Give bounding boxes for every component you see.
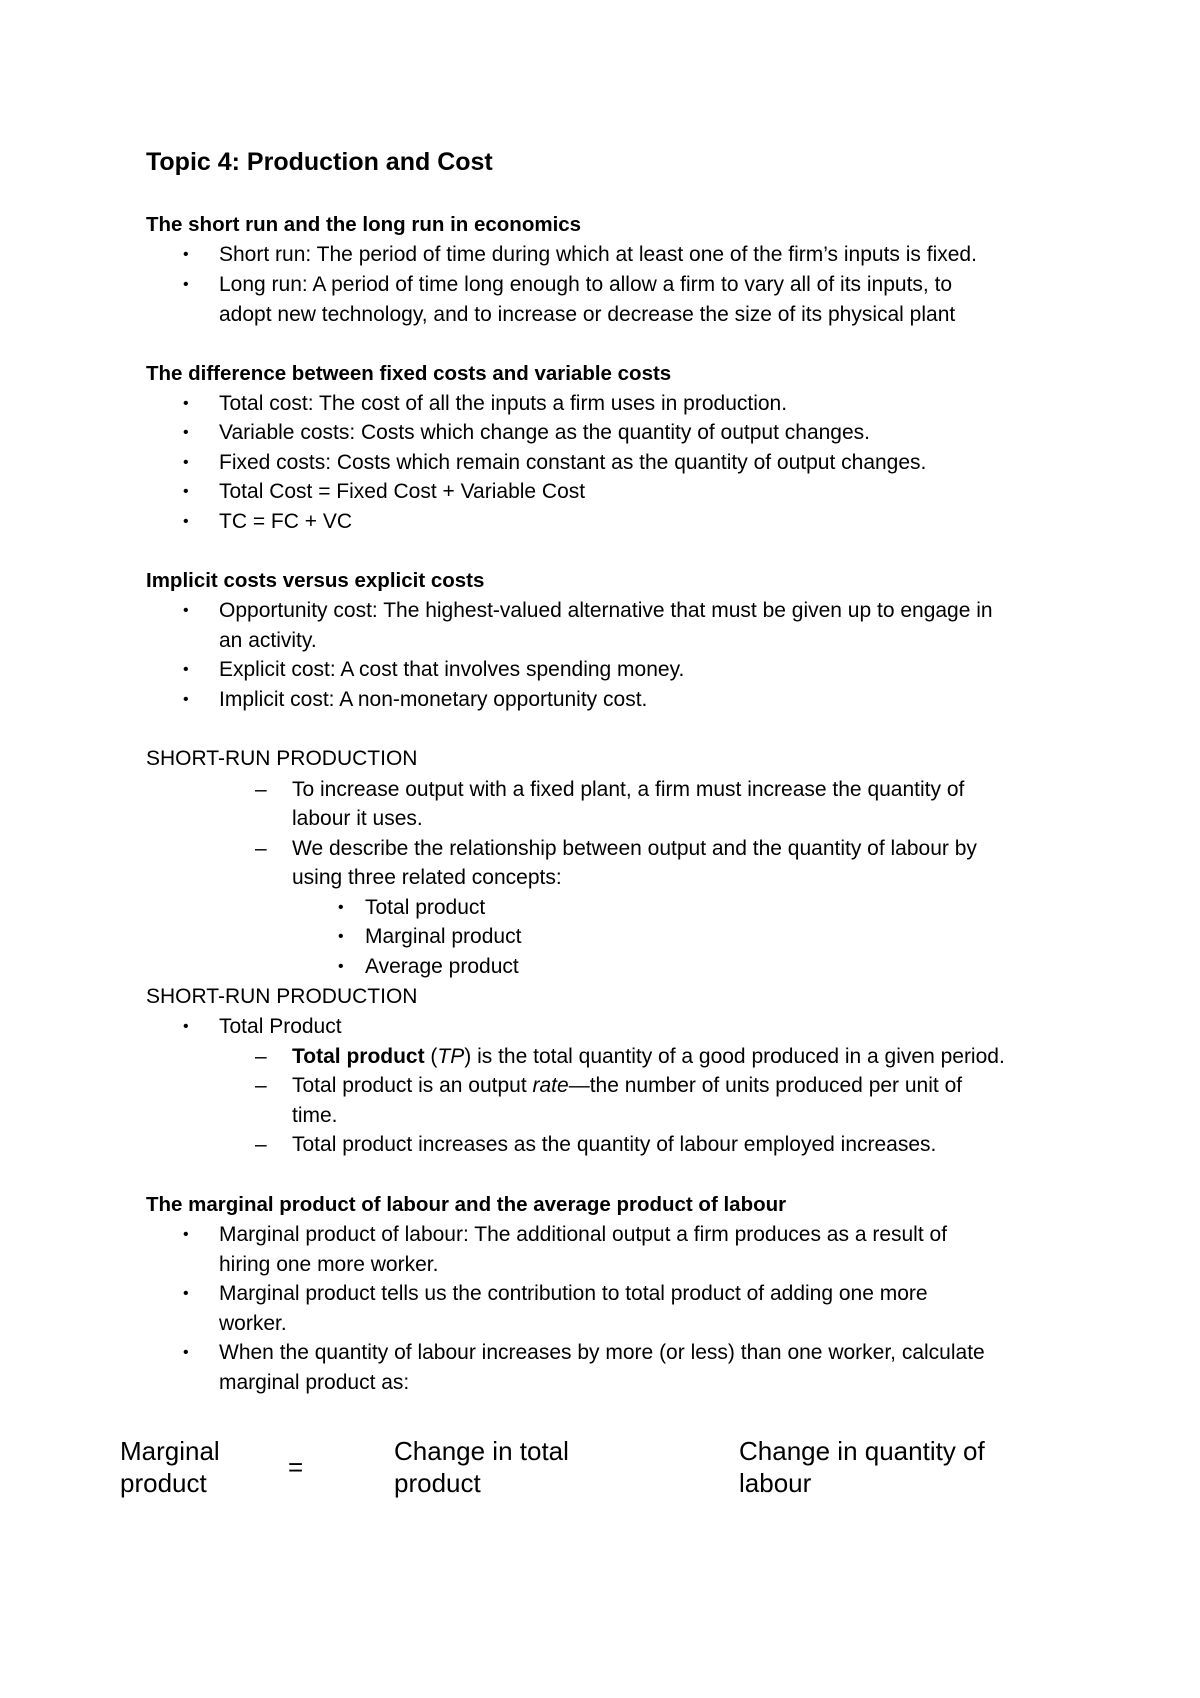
bullet-text: Marginal product of labour: The additional output a firm produces as a result of [219, 1223, 948, 1246]
section-heading-fixed-variable-costs: The difference between fixed costs and variable costs [146, 362, 672, 385]
dash-text: We describe the relationship between output and the quantity of labour by [292, 837, 977, 860]
sub-bullet-text: Marginal product [365, 925, 522, 948]
bullet-icon: • [338, 958, 344, 975]
bullet-text: Marginal product tells us the contribution to total product of adding one more [219, 1282, 928, 1305]
bullet-icon: • [183, 424, 189, 441]
bullet-icon: • [183, 246, 189, 263]
formula-numerator [394, 1435, 569, 1499]
bullet-text: Total cost: The cost of all the inputs a firm uses in production. [219, 392, 788, 415]
dash-text: To increase output with a fixed plant, a firm must increase the quantity of [292, 778, 965, 801]
bullet-icon: • [183, 395, 189, 412]
bullet-text: Long run: A period of time long enough to allow a firm to vary all of its inputs, to [219, 273, 953, 296]
formula-lhs [120, 1435, 220, 1499]
bullet-text: Explicit cost: A cost that involves spending money. [219, 658, 685, 681]
bullet-text: Short run: The period of time during which at least one of the firm’s inputs is fixed. [219, 243, 977, 266]
bullet-icon: • [183, 1018, 189, 1035]
bullet-icon: • [338, 928, 344, 945]
section-heading-short-run-production-2: SHORT-RUN PRODUCTION [146, 985, 418, 1008]
term-total-product: Total product [292, 1045, 425, 1068]
bullet-icon: • [183, 276, 189, 293]
section-heading-implicit-explicit-costs: Implicit costs versus explicit costs [146, 569, 485, 592]
formula-denominator [739, 1435, 985, 1499]
text-fragment: ( [424, 1045, 438, 1068]
bullet-text-continuation: marginal product as: [219, 1371, 410, 1394]
formula-denominator-line1: Change in quantity of [739, 1436, 985, 1466]
bullet-icon: • [183, 1285, 189, 1302]
term-tp: TP [437, 1045, 465, 1068]
bullet-icon: • [183, 483, 189, 500]
formula-denominator-line2: labour [739, 1468, 812, 1498]
sub-bullet-text: Total product [365, 896, 486, 919]
bullet-text-continuation: adopt new technology, and to increase or decrease the size of its physical plant [219, 303, 956, 326]
bullet-text: Opportunity cost: The highest-valued alternative that must be given up to engage in [219, 599, 993, 622]
text-fragment: —the number of units produced per unit of [568, 1074, 963, 1097]
section-heading-marginal-average-product: The marginal product of labour and the average product of labour [146, 1193, 787, 1216]
dash-text-continuation: time. [292, 1104, 338, 1127]
dash-text [292, 1072, 962, 1100]
bullet-text: TC = FC + VC [219, 510, 353, 533]
formula-equals: = [288, 1452, 304, 1482]
bullet-text-continuation: hiring one more worker. [219, 1253, 439, 1276]
bullet-text: Total Product [219, 1015, 342, 1038]
bullet-icon: • [183, 1344, 189, 1361]
dash-text: Total product increases as the quantity of labour employed increases. [292, 1133, 937, 1156]
sub-bullet-text: Average product [365, 955, 519, 978]
section-heading-short-run-production: SHORT-RUN PRODUCTION [146, 747, 418, 770]
bullet-icon: • [183, 661, 189, 678]
formula-numerator-line2: product [394, 1468, 481, 1498]
dash-text [292, 1043, 1005, 1071]
bullet-text: When the quantity of labour increases by more (or less) than one worker, calculate [219, 1341, 985, 1364]
bullet-icon: • [183, 691, 189, 708]
term-rate: rate [532, 1074, 569, 1097]
dash-icon: – [255, 837, 267, 860]
section-heading-short-long-run: The short run and the long run in economics [146, 213, 582, 236]
text-fragment: Total product is an output [292, 1074, 533, 1097]
bullet-icon: • [183, 1226, 189, 1243]
bullet-text: Total Cost = Fixed Cost + Variable Cost [219, 480, 586, 503]
page-title: Topic 4: Production and Cost [146, 148, 493, 176]
dash-text-continuation: using three related concepts: [292, 866, 562, 889]
bullet-text: Implicit cost: A non-monetary opportunity cost. [219, 688, 648, 711]
bullet-text: Variable costs: Costs which change as the quantity of output changes. [219, 421, 870, 444]
dash-icon: – [255, 1074, 267, 1097]
dash-icon: – [255, 778, 267, 801]
text-fragment: ) is the total quantity of a good produced in a given period. [464, 1045, 1005, 1068]
bullet-text: Fixed costs: Costs which remain constant as the quantity of output changes. [219, 451, 927, 474]
formula-lhs-line1: Marginal [120, 1436, 220, 1466]
formula-lhs-line2: product [120, 1468, 207, 1498]
bullet-icon: • [183, 513, 189, 530]
dash-icon: – [255, 1045, 267, 1068]
bullet-icon: • [338, 899, 344, 916]
bullet-text-continuation: worker. [219, 1312, 287, 1335]
bullet-icon: • [183, 454, 189, 471]
formula-numerator-line1: Change in total [394, 1436, 569, 1466]
bullet-text-continuation: an activity. [219, 629, 317, 652]
dash-icon: – [255, 1133, 267, 1156]
bullet-icon: • [183, 602, 189, 619]
dash-text-continuation: labour it uses. [292, 807, 423, 830]
